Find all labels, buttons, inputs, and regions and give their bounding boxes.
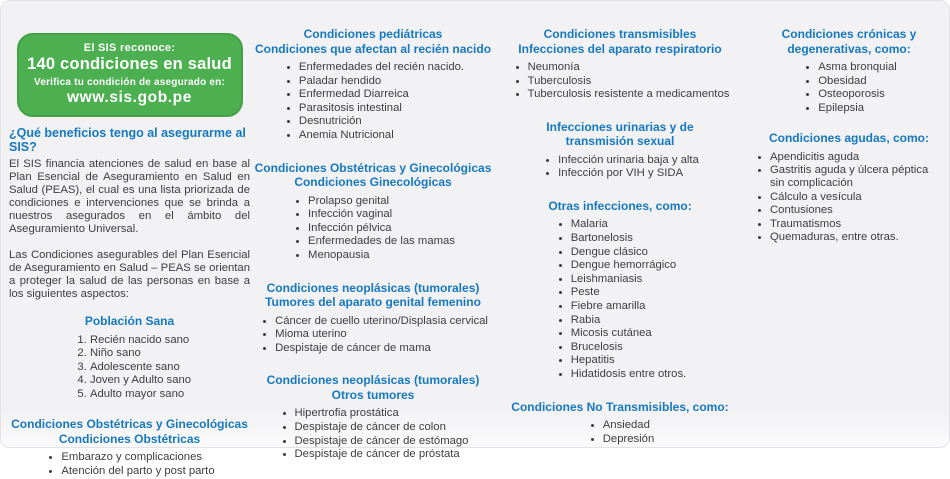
section-infecciones-respiratorias <box>501 27 739 101</box>
list-item: • Gastritis aguda y úlcera péptica sin complicación <box>770 164 945 189</box>
list-item: • Despistaje de cáncer de próstata <box>295 448 469 461</box>
list-item: • Ansiedad <box>603 419 655 432</box>
bullet-list <box>801 61 897 114</box>
section-heading: Condiciones transmisibles Infecciones del aparato respiratorio <box>518 27 722 56</box>
list-item: 3. Adolescente sano <box>90 361 191 374</box>
list-item: • Bartonelosis <box>571 232 687 245</box>
sis-url: www.sis.gob.pe <box>67 89 192 106</box>
badge-verify-line: Verifica tu condición de asegurado en: <box>34 77 225 88</box>
list-item: • Hidatidosis entre otros. <box>571 368 687 381</box>
list-item: • Enfermedades del recién nacido. <box>299 61 464 74</box>
intro-paragraph-1: El SIS financia atenciones de salud en base al Plan Esencial de Aseguramiento en Salud en Salud (PEAS), el cual es una lista priorizada de condiciones e intervenciones que se brinda a nuestros asegurados en el ámbito del Aseguramiento Universal. <box>9 158 250 235</box>
bullet-list <box>278 407 469 460</box>
list-item: • Anemia Nutricional <box>299 129 464 142</box>
list-item: • Mioma uterino <box>275 328 488 341</box>
section-otras-infecciones <box>501 199 739 381</box>
section-no-transmisibles <box>501 400 739 446</box>
list-item: • Contusiones <box>770 204 945 217</box>
section-heading: Infecciones urinarias y de transmisión sexual <box>546 119 694 149</box>
bullet-list <box>554 218 687 380</box>
list-item: • Tuberculosis <box>528 75 730 88</box>
section-heading: Población Sana <box>84 314 175 328</box>
section-heading: Condiciones agudas, como: <box>768 131 930 146</box>
section-heading: Condiciones neoplásicas (tumorales) Tumores del aparato genital femenino <box>265 280 481 310</box>
badge-count-line: 140 condiciones en salud <box>27 55 232 73</box>
list-item: • Enfermedades de las mamas <box>308 235 455 248</box>
list-item: • Infección vaginal <box>308 208 455 221</box>
section-cronicas-degenerativas <box>753 27 945 114</box>
section-heading: Condiciones neoplásicas (tumorales) Otros tumores <box>266 373 480 402</box>
bullet-list <box>258 315 488 355</box>
section-heading: Condiciones Obstétricas y Ginecológicas Condiciones Ginecológicas <box>254 160 492 190</box>
list-item: • Epilepsia <box>818 102 897 115</box>
list-item: • Parasitosis intestinal <box>299 102 464 115</box>
benefits-heading: ¿Qué beneficios tengo al asegurarme al SIS? <box>9 126 246 154</box>
list-item: • Malaria <box>571 218 687 231</box>
list-item: • Desnutrición <box>299 115 464 128</box>
list-item: • Embarazo y complicaciones <box>61 451 214 464</box>
list-item: • Prolapso genital <box>308 195 455 208</box>
list-item: • Neumonía <box>528 61 730 74</box>
sis-badge <box>17 33 243 117</box>
bullet-list <box>586 419 655 445</box>
list-item: 2. Niño sano <box>90 347 191 360</box>
section-poblacion-sana <box>9 314 250 400</box>
list-item: 5. Adulto mayor sano <box>90 388 191 401</box>
list-item: 1. Recién nacido sano <box>90 334 191 347</box>
list-item: • Menopausia <box>308 249 455 262</box>
section-heading: Condiciones crónicas y degenerativas, como: <box>781 27 917 56</box>
section-condiciones-obstetricas <box>9 417 250 477</box>
list-item: • Depresión <box>603 433 655 446</box>
list-item: • Despistaje de cáncer de estómago <box>295 435 469 448</box>
section-heading: Otras infecciones, como: <box>548 198 692 213</box>
intro-paragraph-2: Las Condiciones asegurables del Plan Esencial de Aseguramiento en Salud – PEAS se orientan a proteger la salud de las personas en base a los siguientes aspectos: <box>9 249 250 300</box>
list-item: • Atención del parto y post parto <box>61 465 214 478</box>
list-item: • Peste <box>571 286 687 299</box>
list-item: • Fiebre amarilla <box>571 300 687 313</box>
list-item: • Despistaje de cáncer de colon <box>295 421 469 434</box>
numbered-list <box>68 334 191 401</box>
section-heading: Condiciones Obstétricas y Ginecológicas Condiciones Obstétricas <box>11 417 248 446</box>
bullet-list <box>511 61 730 101</box>
section-infecciones-urinarias-its <box>501 120 739 180</box>
list-item: • Enfermedad Diarreica <box>299 88 464 101</box>
list-item: • Leishmaniasis <box>571 273 687 286</box>
bullet-list <box>44 451 214 477</box>
list-item: • Despistaje de cáncer de mama <box>275 342 488 355</box>
column-chronic-acute <box>753 25 945 245</box>
section-heading: Condiciones pediátricas Condiciones que afectan al recién nacido <box>254 27 492 56</box>
list-item: • Apendicitis aguda <box>770 151 945 164</box>
column-pediatric-neoplastic <box>253 25 493 462</box>
list-item: • Cáncer de cuello uterino/Displasia cervical <box>275 315 488 328</box>
column-transmissible <box>501 25 739 446</box>
bullet-list <box>541 154 699 180</box>
section-condiciones-agudas <box>753 131 945 244</box>
list-item: 4. Joven y Adulto sano <box>90 374 191 387</box>
list-item: • Obesidad <box>818 75 897 88</box>
list-item: • Tuberculosis resistente a medicamentos <box>528 88 730 101</box>
section-tumores-aparato-genital-femenino <box>253 281 493 355</box>
column1-sections <box>9 314 250 478</box>
list-item: • Rabia <box>571 314 687 327</box>
list-item: • Hepatitis <box>571 354 687 367</box>
list-item: • Quemaduras, entre otras. <box>770 231 945 244</box>
list-item: • Infección por VIH y SIDA <box>558 167 699 180</box>
list-item: • Paladar hendido <box>299 75 464 88</box>
list-item: • Traumatismos <box>770 218 945 231</box>
list-item: • Cálculo a vesícula <box>770 191 945 204</box>
bullet-list <box>282 61 464 142</box>
column-benefits <box>9 31 250 479</box>
list-item: • Hipertrofia prostática <box>295 407 469 420</box>
bullet-list <box>753 151 945 244</box>
list-item: • Dengue clásico <box>571 246 687 259</box>
section-otros-tumores <box>253 373 493 460</box>
list-item: • Micosis cutánea <box>571 327 687 340</box>
section-condiciones-ginecologicas <box>253 161 493 262</box>
badge-intro-line: El SIS reconoce: <box>83 42 176 54</box>
bullet-list <box>291 195 455 262</box>
list-item: • Dengue hemorrágico <box>571 259 687 272</box>
list-item: • Brucelosis <box>571 341 687 354</box>
list-item: • Infección urinaria baja y alta <box>558 154 699 167</box>
section-condiciones-pediatricas <box>253 27 493 142</box>
list-item: • Asma bronquial <box>818 61 897 74</box>
list-item: • Osteoporosis <box>818 88 897 101</box>
section-heading: Condiciones No Transmisibles, como: <box>511 399 729 414</box>
list-item: • Infección pélvica <box>308 222 455 235</box>
